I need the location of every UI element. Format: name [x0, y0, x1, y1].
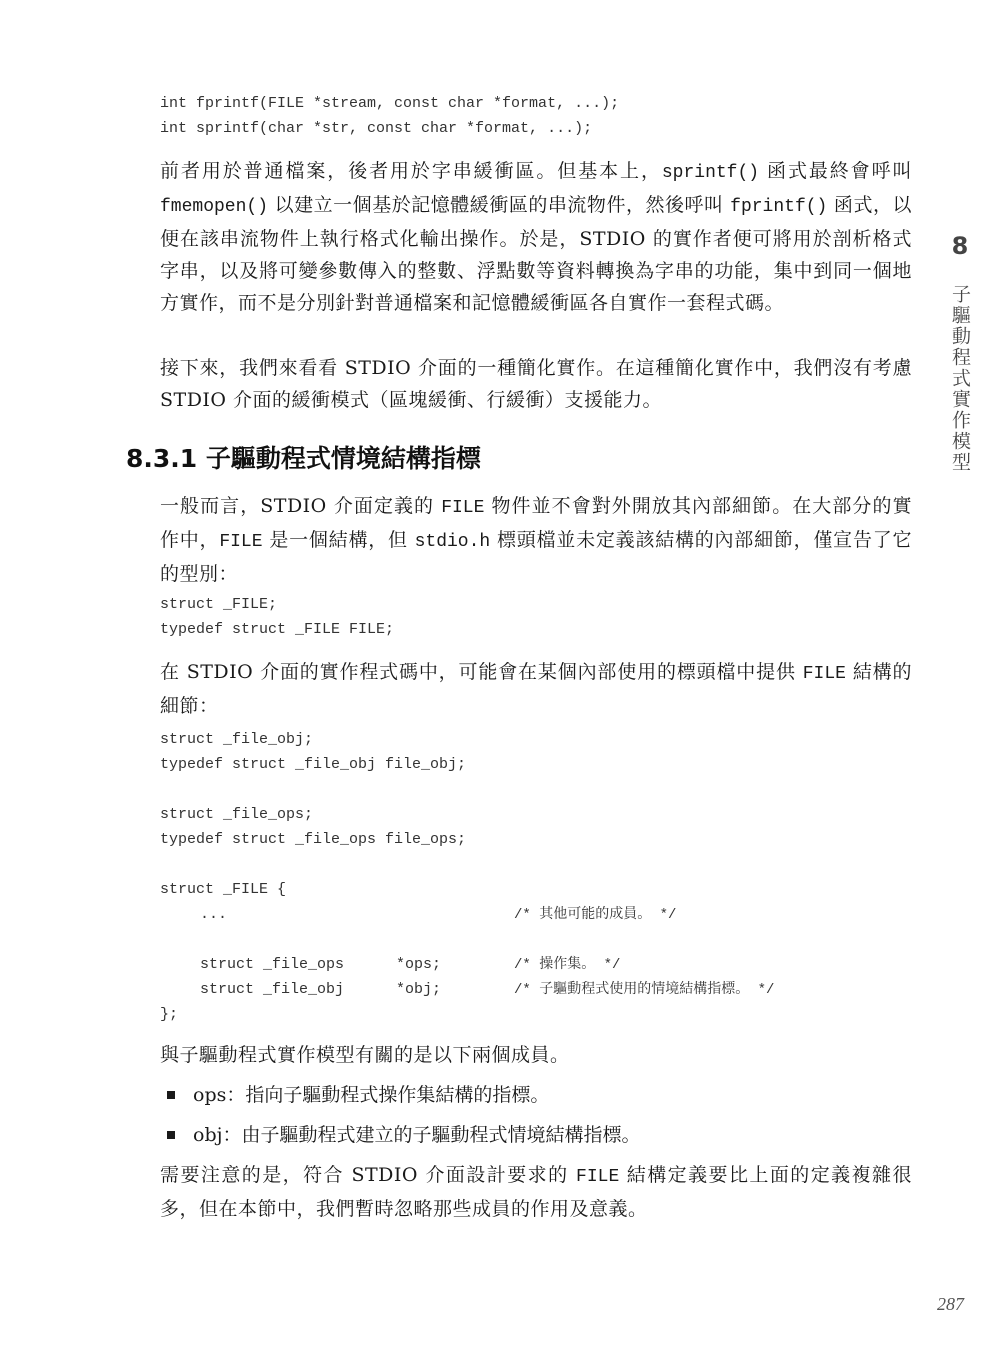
inline-code: FILE: [576, 1167, 620, 1187]
code-field: *ops;: [396, 956, 442, 973]
bullet-square-icon: [167, 1091, 175, 1099]
code-line: struct _FILE {: [160, 881, 287, 898]
code-line: typedef struct _file_obj file_obj;: [160, 756, 467, 773]
code-blank-line: [160, 927, 880, 952]
inline-code: FILE: [219, 532, 263, 552]
text-run: 在 STDIO 介面的實作程式碼中，可能會在某個內部使用的標頭檔中提供: [160, 661, 803, 683]
inline-code: stdio.h: [414, 532, 491, 552]
paragraph-note: [160, 1159, 912, 1225]
text-run: 函式最終會呼叫: [759, 160, 912, 182]
code-type: struct _file_ops: [200, 956, 345, 973]
code-type: struct _file_obj: [200, 981, 345, 998]
code-comment: /* 其他可能的成員。 */: [514, 907, 677, 923]
text-run: 物件並不會對外開放其內部細節。在大部分的實作中，: [160, 495, 912, 551]
code-line: typedef struct _file_ops file_ops;: [160, 831, 467, 848]
bullet-list: [165, 1079, 905, 1159]
text-run: 前者用於普通檔案，後者用於字串緩衝區。但基本上，: [160, 160, 662, 182]
paragraph-internal-header: [160, 656, 912, 722]
inline-code: sprintf(): [661, 163, 760, 183]
list-item: [165, 1079, 905, 1119]
list-item-text: obj：由子驅動程式建立的子驅動程式情境結構指標。: [193, 1124, 641, 1146]
code-blank-line: [160, 777, 880, 802]
code-line: };: [160, 1006, 179, 1023]
code-line: [160, 952, 880, 977]
code-comment: /* 操作集。 */: [514, 957, 621, 973]
text-run: 需要注意的是，符合 STDIO 介面設計要求的: [160, 1164, 577, 1186]
text-run: 以建立一個基於記憶體緩衝區的串流物件，然後呼叫: [268, 194, 731, 216]
code-line: struct _file_ops;: [160, 806, 314, 823]
code-ellipsis: ...: [200, 906, 228, 923]
text-run: 結構的細節：: [160, 661, 913, 717]
code-block-printf-prototypes: [160, 91, 880, 141]
inline-code: FILE: [441, 498, 485, 518]
code-block-file-struct: [160, 727, 880, 1027]
text-run: 結構定義要比上面的定義複雜很多，但在本節中，我們暫時忽略那些成員的作用及意義。: [160, 1164, 913, 1220]
chapter-title-vertical: 子驅動程式實作模型: [949, 284, 971, 473]
chapter-number: 8: [951, 232, 969, 260]
code-blank-line: [160, 852, 880, 877]
code-field: *obj;: [396, 981, 442, 998]
page-number: 287: [937, 1294, 964, 1314]
inline-code: fmemopen(): [160, 197, 269, 217]
paragraph-members-intro: 與子驅動程式實作模型有關的是以下兩個成員。: [160, 1044, 570, 1066]
code-line: typedef struct _FILE FILE;: [160, 621, 395, 638]
code-block-file-declaration: [160, 592, 880, 642]
code-comment: /* 子驅動程式使用的情境結構指標。 */: [514, 982, 775, 998]
code-line: struct _FILE;: [160, 596, 278, 613]
code-line: [160, 902, 880, 927]
text-run: 是一個結構，但: [262, 529, 415, 551]
code-line: [160, 977, 880, 1002]
text-run: 標頭檔並未定義該結構的內部細節，僅宣告了它的型別：: [160, 529, 912, 585]
code-line: struct _file_obj;: [160, 731, 314, 748]
list-item: [165, 1119, 905, 1159]
code-line: int fprintf(FILE *stream, const char *format, ...);: [160, 95, 620, 112]
paragraph-sprintf-explanation: [160, 155, 912, 319]
code-line: int sprintf(char *str, const char *format, ...);: [160, 120, 593, 137]
bullet-square-icon: [167, 1131, 175, 1139]
inline-code: FILE: [802, 664, 846, 684]
list-item-text: ops：指向子驅動程式操作集結構的指標。: [193, 1084, 550, 1106]
text-run: 函式，以便在該串流物件上執行格式化輸出操作。於是，STDIO 的實作者便可將用於剖析格式字串，以及將可變參數傳入的整數、浮點數等資料轉換為字串的功能，集中到同一個地方實作，而不是分別針對普通檔案和記憶體緩衝區各自實作一套程式碼。: [160, 194, 912, 314]
section-heading: 8.3.1 子驅動程式情境結構指標: [126, 444, 481, 473]
text-run: 一般而言，STDIO 介面定義的: [160, 495, 442, 517]
paragraph-simplified-implementation: 接下來，我們來看看 STDIO 介面的一種簡化實作。在這種簡化實作中，我們沒有考慮 STDIO 介面的緩衝模式（區塊緩衝、行緩衝）支援能力。: [160, 357, 912, 411]
paragraph-file-object: [160, 490, 912, 590]
inline-code: fprintf(): [730, 197, 828, 217]
